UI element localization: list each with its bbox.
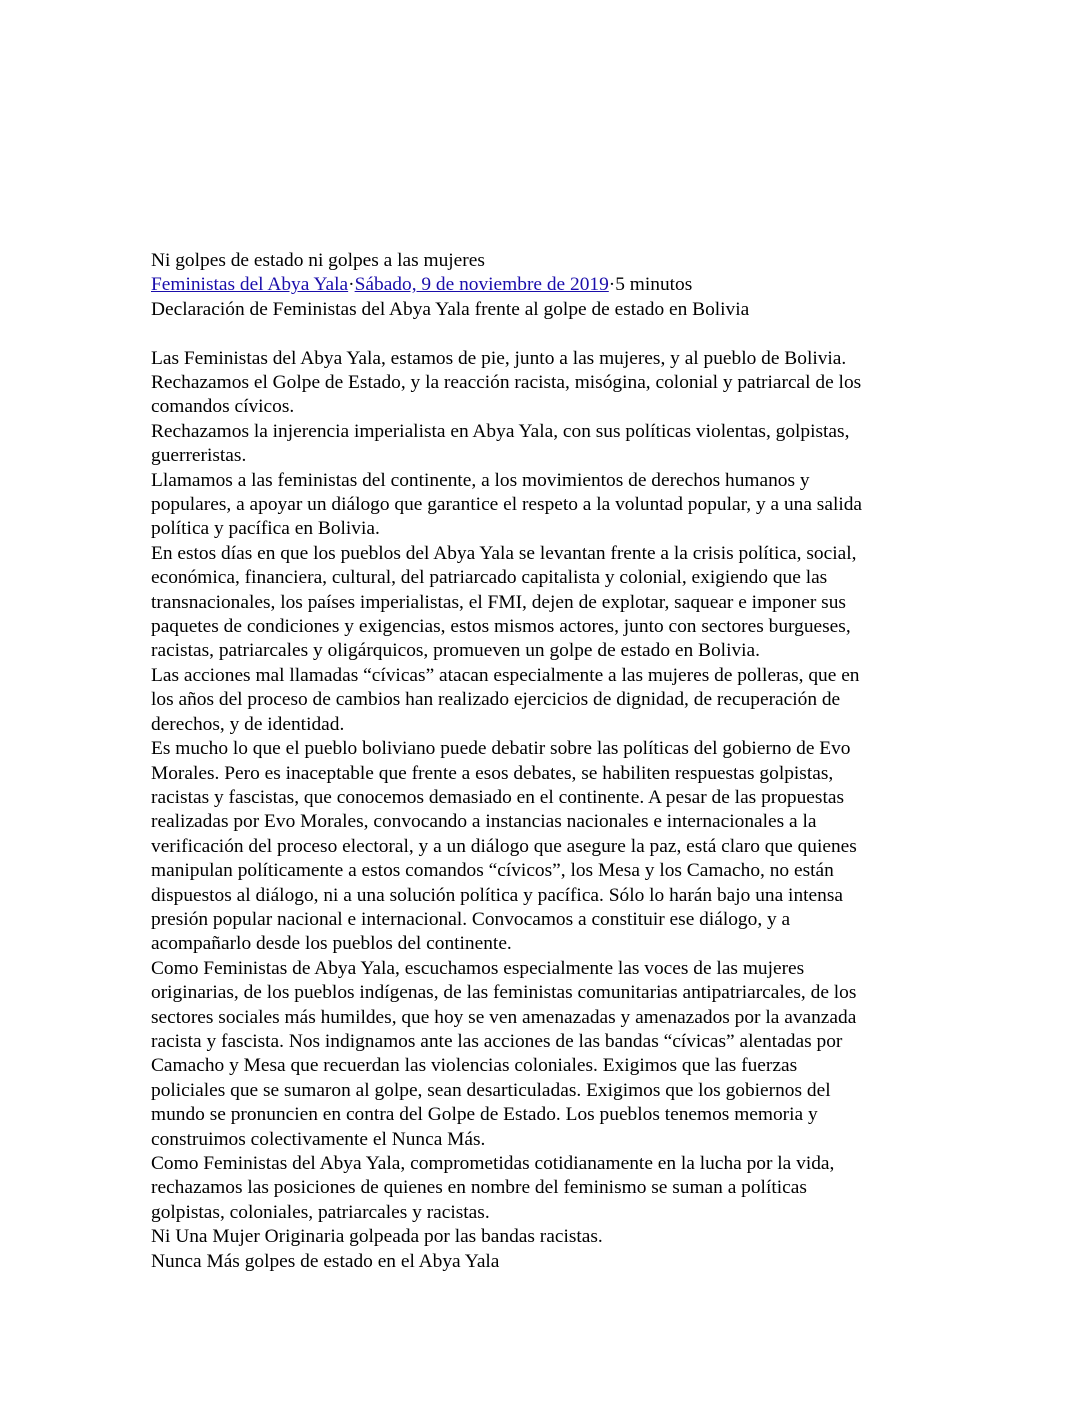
body-line: Llamamos a las feministas del continente, a los movimientos de derechos humanos y — [151, 469, 810, 491]
body-line: acompañarlo desde los pueblos del continente. — [151, 933, 512, 955]
body-line: racista y fascista. Nos indignamos ante las acciones de las bandas “cívicas” alentadas por — [151, 1030, 843, 1052]
document-page — [151, 249, 951, 1274]
author-link[interactable]: Feministas del Abya Yala — [151, 274, 349, 296]
body-line: Nunca Más golpes de estado en el Abya Yala — [151, 1250, 500, 1272]
body-line: transnacionales, los países imperialistas, el FMI, dejen de explotar, saquear e imponer sus — [151, 591, 846, 613]
body-line: sectores sociales más humildes, que hoy se ven amenazadas y amenazados por la avanzada — [151, 1006, 857, 1028]
body-line: En estos días en que los pueblos del Abya Yala se levantan frente a la crisis política, social, — [151, 542, 857, 564]
body-line: populares, a apoyar un diálogo que garantice el respeto a la voluntad popular, y a una salida — [151, 494, 863, 516]
body-line: verificación del proceso electoral, y a un diálogo que asegure la paz, está claro que quienes — [151, 835, 857, 857]
body-line: presión popular nacional e internacional. Convocamos a constituir ese diálogo, y a — [151, 908, 791, 930]
read-time: 5 minutos — [615, 274, 693, 296]
body-line: Como Feministas de Abya Yala, escuchamos especialmente las voces de las mujeres — [151, 957, 805, 979]
spacer — [151, 322, 951, 346]
body-line: los años del proceso de cambios han realizado ejercicios de dignidad, de recuperación de — [151, 689, 841, 711]
body-line: construimos colectivamente el Nunca Más. — [151, 1128, 486, 1150]
body-line: Como Feministas del Abya Yala, comprometidas cotidianamente en la lucha por la vida, — [151, 1153, 835, 1175]
body-line: paquetes de condiciones y exigencias, estos mismos actores, junto con sectores burgueses, — [151, 616, 851, 638]
body-line: Las acciones mal llamadas “cívicas” atacan especialmente a las mujeres de polleras, que en — [151, 664, 860, 686]
post-meta — [151, 273, 951, 297]
body-line: Las Feministas del Abya Yala, estamos de pie, junto a las mujeres, y al pueblo de Bolivia. — [151, 347, 847, 369]
body-line: mundo se pronuncien en contra del Golpe de Estado. Los pueblos tenemos memoria y — [151, 1104, 818, 1126]
body-line: rechazamos las posiciones de quienes en nombre del feminismo se suman a políticas — [151, 1177, 807, 1199]
page-title: Ni golpes de estado ni golpes a las mujeres — [151, 250, 485, 271]
body-line: Camacho y Mesa que recuerdan las violencias coloniales. Exigimos que las fuerzas — [151, 1055, 798, 1077]
meta-separator: · — [608, 274, 616, 296]
body-line: racistas, patriarcales y oligárquicos, promueven un golpe de estado en Bolivia. — [151, 640, 760, 662]
body-text — [151, 347, 951, 1274]
body-line: manipulan políticamente a estos comandos “cívicos”, los Mesa y los Camacho, no están — [151, 860, 834, 882]
date-link[interactable]: Sábado, 9 de noviembre de 2019 — [354, 274, 609, 296]
body-line: Rechazamos el Golpe de Estado, y la reacción racista, misógina, colonial y patriarcal de los — [151, 372, 862, 394]
body-line: Ni Una Mujer Originaria golpeada por las bandas racistas. — [151, 1226, 603, 1248]
body-line: realizadas por Evo Morales, convocando a instancias nacionales e internacionales a la — [151, 811, 817, 833]
body-line: política y pacífica en Bolivia. — [151, 518, 380, 540]
body-line: derechos, y de identidad. — [151, 713, 345, 735]
body-line: originarias, de los pueblos indígenas, de las feministas comunitarias antipatriarcales, de los — [151, 982, 857, 1004]
body-line: policiales que se sumaron al golpe, sean desarticuladas. Exigimos que los gobiernos del — [151, 1079, 831, 1101]
meta-separator: · — [348, 274, 355, 296]
body-line: económica, financiera, cultural, del patriarcado capitalista y colonial, exigiendo que las — [151, 567, 828, 589]
body-line: Morales. Pero es inaceptable que frente a esos debates, se habiliten respuestas golpistas, — [151, 762, 834, 784]
body-line: racistas y fascistas, que conocemos demasiado en el continente. A pesar de las propuestas — [151, 786, 844, 808]
body-line: guerreristas. — [151, 445, 247, 467]
body-line: comandos cívicos. — [151, 396, 295, 418]
body-line: Rechazamos la injerencia imperialista en Abya Yala, con sus políticas violentas, golpistas, — [151, 420, 850, 442]
body-line: Es mucho lo que el pueblo boliviano puede debatir sobre las políticas del gobierno de Evo — [151, 738, 851, 760]
body-line: golpistas, coloniales, patriarcales y racistas. — [151, 1201, 490, 1223]
body-line: dispuestos al diálogo, ni a una solución política y pacífica. Sólo lo harán bajo una intensa — [151, 884, 843, 906]
subtitle: Declaración de Feministas del Abya Yala frente al golpe de estado en Bolivia — [151, 298, 750, 320]
